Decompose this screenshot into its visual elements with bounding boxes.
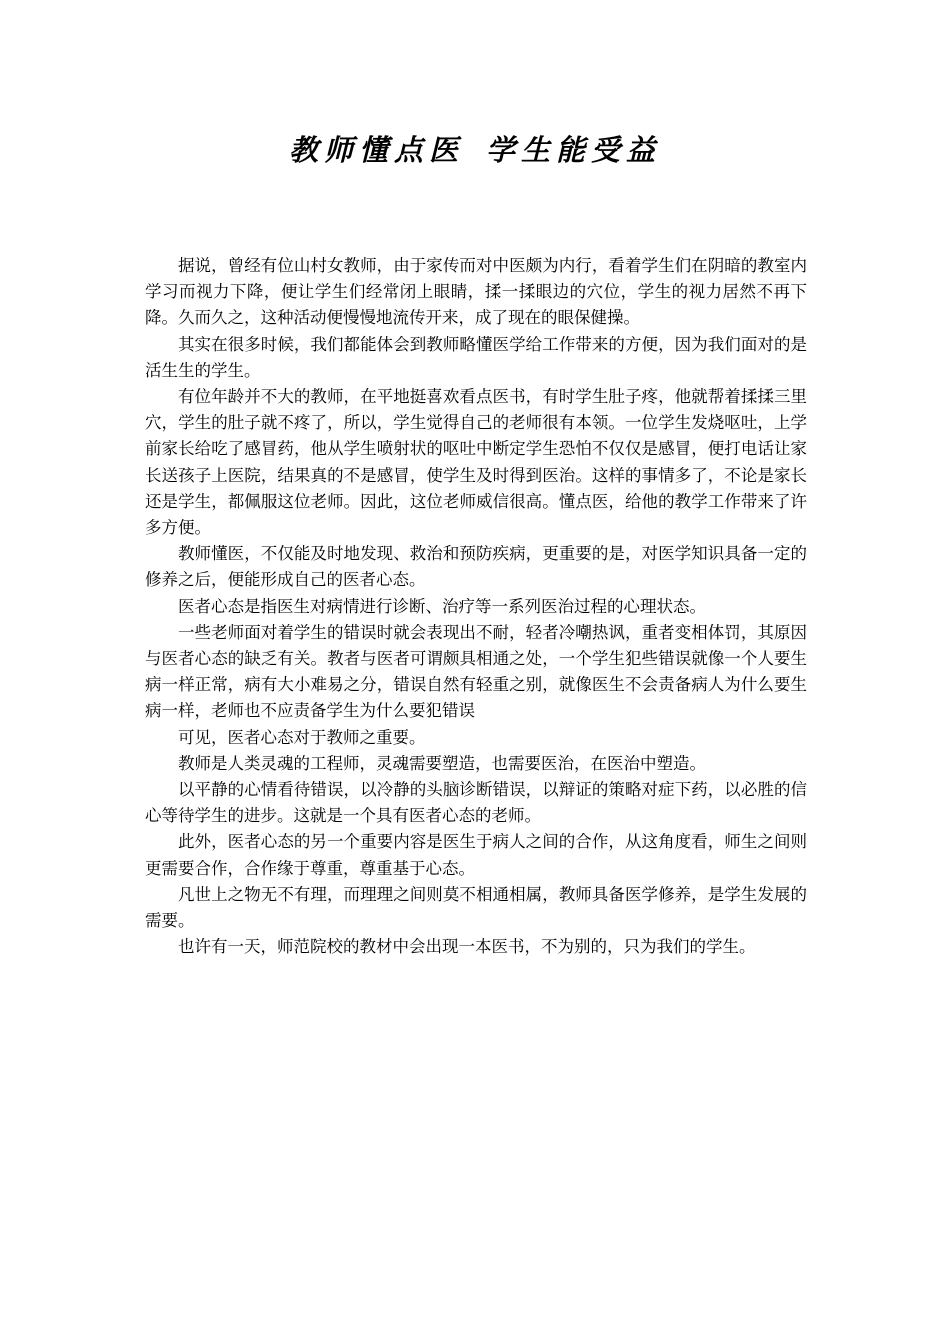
paragraph: 可见，医者心态对于教师之重要。 [178, 727, 426, 747]
paragraph: 据说，曾经有位山村女教师，由于家传而对中医颇为内行，看着学生们在阴暗的教室内学习而视力下降，便让学生们经常闭上眼睛，揉一揉眼边的穴位，学生的视力居然不再下降。久而久之，这种活动便慢慢地流传开来，成了现在的眼保健操。 [145, 256, 807, 328]
paragraph: 以平静的心情看待错误，以冷静的头脑诊断错误，以辩证的策略对症下药，以必胜的信心等待学生的进步。这就是一个具有医者心态的老师。 [145, 780, 807, 826]
paragraph: 其实在很多时候，我们都能体会到教师略懂医学给工作带来的方便，因为我们面对的是活生生的学生。 [145, 334, 807, 380]
document-body [145, 253, 807, 960]
paragraph: 也许有一天，师范院校的教材中会出现一本医书，不为别的，只为我们的学生。 [178, 937, 756, 957]
title-part-2: 学生能受益 [486, 133, 662, 167]
paragraph: 有位年龄并不大的教师，在平地挺喜欢看点医书，有时学生肚子疼，他就帮着揉揉三里穴，学生的肚子就不疼了，所以，学生觉得自己的老师很有本领。一位学生发烧呕吐，上学前家长给吃了感冒药，他从学生喷射状的呕吐中断定学生恐怕不仅仅是感冒，便打电话让家长送孩子上医院，结果真的不是感冒，使学生及时得到医治。这样的事情多了，不论是家长还是学生，都佩服这位老师。因此，这位老师威信很高。懂点医，给他的教学工作带来了许多方便。 [145, 387, 807, 538]
document-title [0, 128, 950, 172]
paragraph: 此外，医者心态的另一个重要内容是医生于病人之间的合作，从这角度看，师生之间则更需要合作，合作缘于尊重，尊重基于心态。 [145, 832, 807, 878]
title-part-1: 教师懂点医 [288, 133, 464, 167]
paragraph: 一些老师面对着学生的错误时就会表现出不耐，轻者冷嘲热讽，重者变相体罚，其原因与医者心态的缺乏有关。教者与医者可谓颇具相通之处，一个学生犯些错误就像一个人要生病一样正常，病有大小难易之分，错误自然有轻重之别，就像医生不会责备病人为什么要生病一样，老师也不应责备学生为什么要犯错误 [145, 622, 807, 721]
paragraph: 教师懂医，不仅能及时地发现、救治和预防疾病，更重要的是，对医学知识具备一定的修养之后，便能形成自己的医者心态。 [145, 544, 807, 590]
paragraph: 教师是人类灵魂的工程师，灵魂需要塑造，也需要医治，在医治中塑造。 [178, 753, 706, 773]
paragraph: 医者心态是指医生对病情进行诊断、治疗等一系列医治过程的心理状态。 [178, 596, 706, 616]
paragraph: 凡世上之物无不有理，而理理之间则莫不相通相属，教师具备医学修养，是学生发展的需要。 [145, 884, 807, 931]
